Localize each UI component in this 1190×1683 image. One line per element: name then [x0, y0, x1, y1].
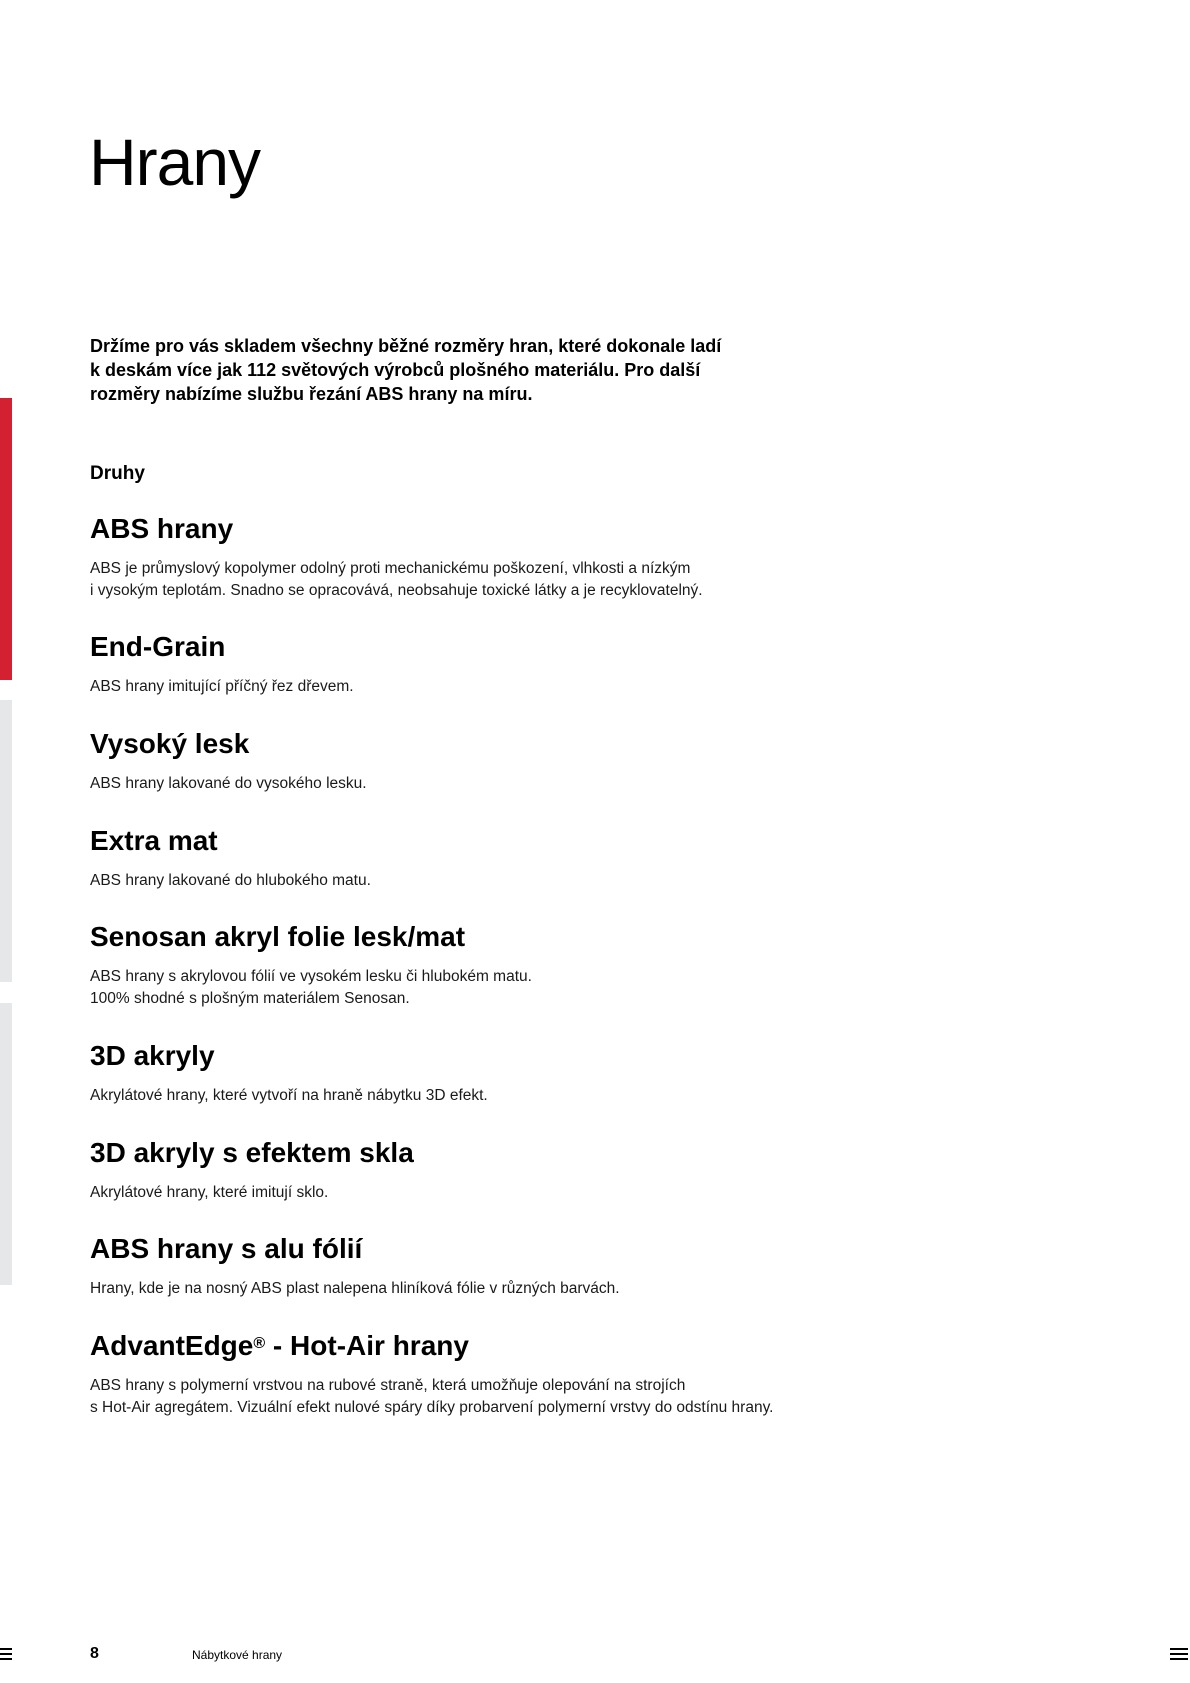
- intro-paragraph: [90, 334, 730, 406]
- edge-type-title: ABS hrany s alu fólií: [90, 1233, 363, 1264]
- page-title: Hrany: [89, 125, 261, 199]
- edge-type-title: End-Grain: [90, 631, 226, 662]
- side-tab-active[interactable]: [0, 398, 12, 680]
- edge-type-description: [90, 773, 850, 795]
- edge-type-description: [90, 1182, 850, 1204]
- edge-type-abs-alu: [90, 1232, 850, 1300]
- registered-mark: ®: [253, 1335, 266, 1352]
- edge-type-title: Vysoký lesk: [90, 728, 250, 759]
- edge-type-senosan: [90, 920, 850, 1010]
- edge-type-description: [90, 1278, 850, 1300]
- description-line: ABS je průmyslový kopolymer odolný proti mechanickému poškození, vlhkosti a nízkým: [90, 560, 691, 577]
- title-suffix: - Hot-Air hrany: [265, 1330, 469, 1361]
- edge-type-description: [90, 870, 850, 892]
- title-main: AdvantEdge: [90, 1330, 254, 1361]
- page-number: 8: [90, 1645, 99, 1662]
- menu-icon[interactable]: [0, 1648, 12, 1660]
- menu-icon[interactable]: [1170, 1648, 1188, 1660]
- description-line: ABS hrany s polymerní vrstvou na rubové straně, která umožňuje olepování na strojích: [90, 1377, 686, 1394]
- description-line: 100% shodné s plošným materiálem Senosan.: [90, 990, 410, 1007]
- edge-type-title: 3D akryly: [90, 1040, 215, 1071]
- footer-section-name: Nábytkové hrany: [192, 1648, 283, 1662]
- edge-type-3d-acrylic: [90, 1039, 850, 1107]
- intro-line: Držíme pro vás skladem všechny běžné rozměry hran, které dokonale ladí: [90, 336, 722, 356]
- edge-type-end-grain: [90, 630, 850, 698]
- edge-type-title: [90, 1329, 850, 1363]
- edge-type-title: Senosan akryl folie lesk/mat: [90, 921, 466, 952]
- description-line: ABS hrany lakované do vysokého lesku.: [90, 775, 367, 792]
- edge-type-description: [90, 966, 850, 1010]
- edge-type-abs: [90, 512, 850, 602]
- description-line: s Hot-Air agregátem. Vizuální efekt nulové spáry díky probarvení polymerní vrstvy do odstínu hrany.: [90, 1399, 774, 1416]
- description-line: ABS hrany imitující příčný řez dřevem.: [90, 678, 354, 695]
- edge-type-description: [90, 1375, 850, 1419]
- description-line: Hrany, kde je na nosný ABS plast nalepena hliníková fólie v různých barvách.: [90, 1280, 620, 1297]
- description-line: ABS hrany lakované do hlubokého matu.: [90, 872, 371, 889]
- description-line: Akrylátové hrany, které vytvoří na hraně nábytku 3D efekt.: [90, 1087, 488, 1104]
- edge-type-description: [90, 676, 850, 698]
- intro-line: k deskám více jak 112 světových výrobců plošného materiálu. Pro další: [90, 360, 701, 380]
- intro-line: rozměry nabízíme službu řezání ABS hrany na míru.: [90, 384, 533, 404]
- description-line: ABS hrany s akrylovou fólií ve vysokém lesku či hlubokém matu.: [90, 968, 532, 985]
- edge-type-advantedge: [90, 1329, 850, 1419]
- description-line: i vysokým teplotám. Snadno se opracovává, neobsahuje toxické látky a je recyklovatelný.: [90, 582, 703, 599]
- description-line: Akrylátové hrany, které imitují sklo.: [90, 1184, 329, 1201]
- edge-type-description: [90, 1085, 850, 1107]
- side-tab[interactable]: [0, 700, 12, 982]
- edge-type-title: 3D akryly s efektem skla: [90, 1137, 414, 1168]
- edge-type-3d-acrylic-glass: [90, 1136, 850, 1204]
- edge-type-title: Extra mat: [90, 825, 218, 856]
- edge-type-high-gloss: [90, 727, 850, 795]
- edge-type-description: [90, 558, 850, 602]
- edge-type-extra-matt: [90, 824, 850, 892]
- side-tab[interactable]: [0, 1003, 12, 1285]
- section-label: Druhy: [90, 463, 145, 484]
- edge-type-title: ABS hrany: [90, 513, 234, 544]
